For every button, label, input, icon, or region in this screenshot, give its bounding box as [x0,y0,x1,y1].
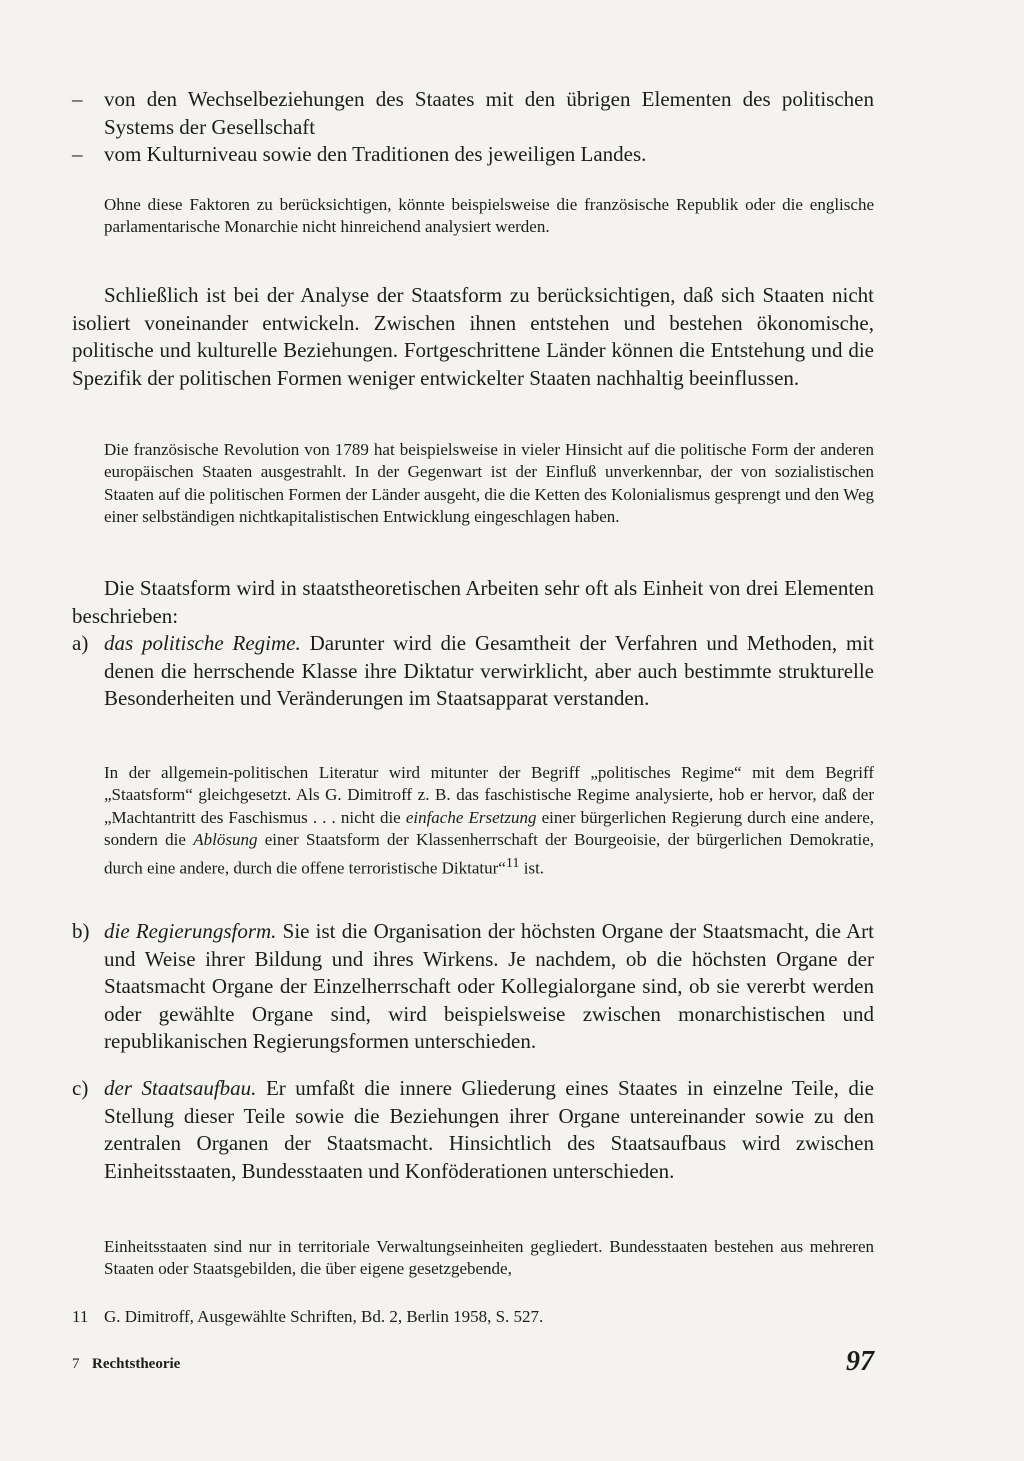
note-paragraph: Einheitsstaaten sind nur in territoriale Verwaltungseinheiten gegliedert. Bundesstaaten bestehen aus mehreren Staaten oder Staatsgebilden, die über eigene gesetzgebende, [104,1237,874,1279]
list-item-text: die Regierungsform. Sie ist die Organisation der höchsten Organe der Staatsmacht, die Art und Weise ihrer Bildung und ihres Wirkens. Je nachdem, ob die höchsten Organe der Staatsmacht Organe der Einzelherrschaft oder Kollegialorgane sind, ob sie vererbt werden oder gewählte Organe sind, wird beispielsweise zwischen monarchistischen und republikanischen Regierungsformen unterschieden. [104,919,874,1054]
item-term: der Staatsaufbau. [104,1076,257,1100]
list-item-c [72,1075,874,1185]
page-number: 97 [846,1346,874,1377]
item-term: die Regierungsform. [104,919,277,943]
dash-marker: – [72,87,83,111]
footnote-number: 11 [72,1307,89,1326]
note-paragraph: In der allgemein-politischen Literatur wird mitunter der Begriff „politisches Regime“ mit dem Begriff „Staatsform“ gleichgesetzt. Als G. Dimitroff z. B. das faschistische Regime analysierte, hob er hervor, daß der „Machtantritt des Faschismus . . . nicht die einfache Ersetzung einer bürgerlichen Regierung durch eine andere, sondern die Ablösung einer Staatsform der Klassenherrschaft der Bourgeoisie, der bürgerlichen Demokratie, durch eine andere, durch die offene terroristische Diktatur“$^{11}$ ist. [104,763,874,878]
list-item-text: vom Kulturniveau sowie den Traditionen des jeweiligen Landes. [104,142,647,166]
footnote-text: G. Dimitroff, Ausgewählte Schriften, Bd. 2, Berlin 1958, S. 527. [104,1307,544,1326]
list-item-text: das politische Regime. Darunter wird die Gesamtheit der Verfahren und Methoden, mit denen die herrschende Klasse ihre Diktatur verwirklicht, aber auch bestimmte strukturelle Besonderheiten und Veränderungen im Staatsapparat verstanden. [104,631,875,711]
list-item [72,86,874,141]
list-item-a [72,630,874,713]
list-item-text: der Staatsaufbau. Er umfaßt die innere Gliederung eines Staates in einzelne Teile, die Stellung dieser Teile sowie die Beziehungen ihrer Organe untereinander sowie zu den zentralen Organen der Staatsmacht. Hinsichtlich des Staatsaufbaus wird zwischen Einheitsstaaten, Bundesstaaten und Konföderationen unterschieden. [104,1076,875,1183]
note-paragraph: Die französische Revolution von 1789 hat beispielsweise in vieler Hinsicht auf die politische Form der anderen europäischen Staaten ausgestrahlt. In der Gegenwart ist der Einfluß unverkennbar, der von sozialistischen Staaten auf die politischen Formen der Länder ausgeht, die die Ketten des Kolonialismus gesprengt und den Weg einer selbständigen nichtkapitalistischen Entwicklung eingeschlagen haben. [104,440,874,527]
list-item-b [72,918,874,1056]
footnote-ref: 11 [505,854,520,871]
list-item [72,141,874,169]
running-title: Rechtstheorie [92,1356,181,1372]
footnote [72,1306,874,1328]
item-marker: b) [72,919,90,943]
item-term: das politische Regime. [104,631,301,655]
item-marker: c) [72,1076,89,1100]
item-marker: a) [72,631,89,655]
page-footer-signature [72,1356,180,1373]
body-paragraph: Schließlich ist bei der Analyse der Staatsform zu berücksichtigen, daß sich Staaten nicht isoliert voneinander entwickeln. Zwischen ihnen entstehen und bestehen ökonomische, politische und kulturelle Beziehungen. Fortgeschrittene Länder können die Entstehung und die Spezifik der politischen Formen weniger entwickelter Staaten nachhaltig beeinflussen. [72,283,874,390]
dash-marker: – [72,142,83,166]
note-paragraph: Ohne diese Faktoren zu berücksichtigen, könnte beispielsweise die französische Republik oder die englische parlamentarische Monarchie nicht hinreichend analysiert werden. [104,195,874,237]
list-item-text: von den Wechselbeziehungen des Staates mit den übrigen Elementen des politischen Systems der Gesellschaft [104,87,874,139]
body-paragraph: Die Staatsform wird in staatstheoretischen Arbeiten sehr oft als Einheit von drei Elementen beschrieben: [72,576,874,628]
sheet-number: 7 [72,1356,80,1372]
